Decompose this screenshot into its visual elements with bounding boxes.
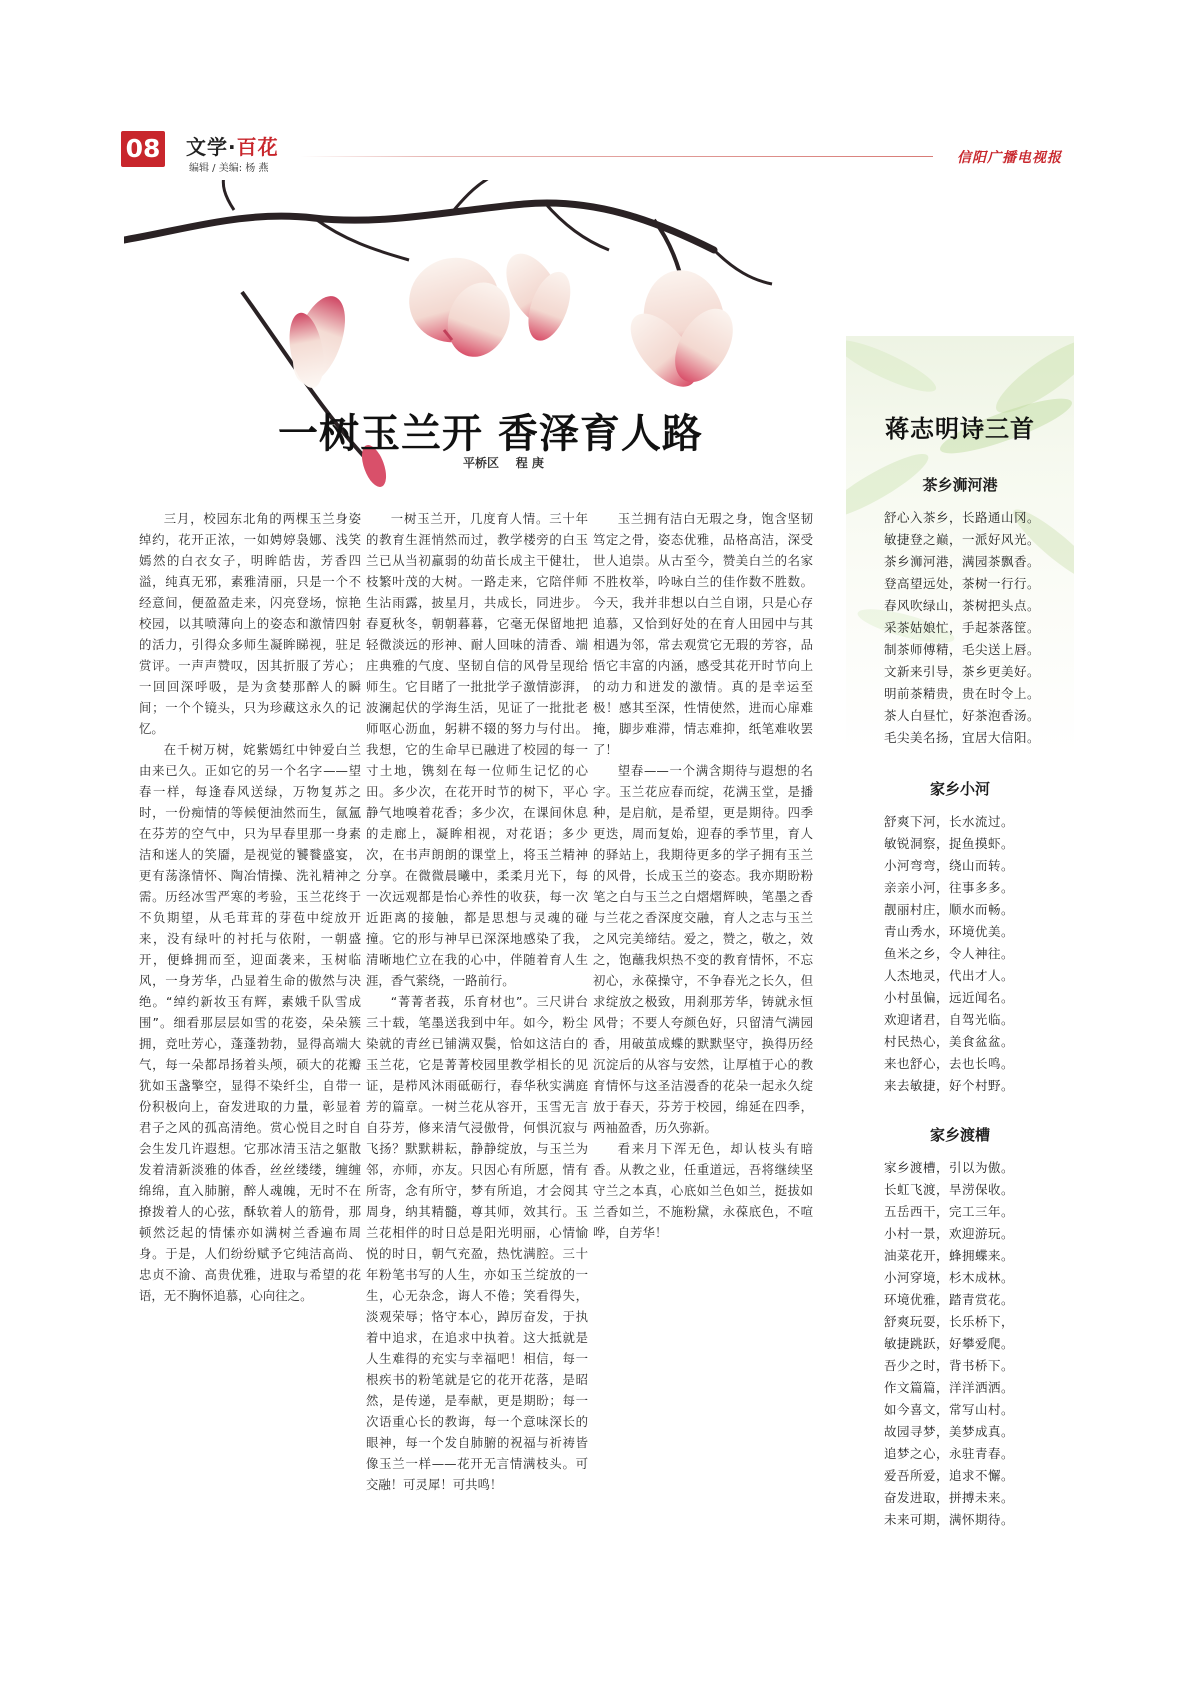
poem-line: 故园寻梦，美梦成真。 <box>884 1424 1015 1439</box>
article-paragraph: 玉兰拥有洁白无瑕之身，饱含坚韧笃定之骨，姿态优雅，品格高洁，深受世人追崇。从古至今，赞美白兰的名家不胜枚举，吟咏白兰的佳作数不胜数。今天，我并非想以白兰自诩，只是心存追慕，又恰到好处的在育人田园中与其相遇为邻，常去观赏它无瑕的芳容，品悟它丰富的内涵，感受其花开时节向上的动力和迸发的激情。真的是幸运至极！感其至深，性情使然，进而心扉难掩，脚步难滞，情志难抑，纸笔难收罢了！ <box>593 511 813 757</box>
poem-line: 舒心入茶乡，长路通山冈。 <box>884 510 1041 525</box>
newspaper-name: 信阳广播电视报 <box>957 150 1062 166</box>
article-column-3 <box>593 508 813 1568</box>
poem-line: 爱吾所爱，追求不懈。 <box>884 1468 1015 1483</box>
article-byline: 平桥区 程 庚 <box>463 456 544 470</box>
poem-line: 青山秀水，环境优美。 <box>884 924 1015 939</box>
poem-line: 如今喜文，常写山村。 <box>884 1402 1015 1417</box>
poem-line: 文新来引导，茶乡更美好。 <box>884 664 1041 679</box>
poem-line: 人杰地灵，代出才人。 <box>884 968 1015 983</box>
poem-line: 亲亲小河，往事多多。 <box>884 880 1015 895</box>
poem-line: 欢迎诸君，自驾光临。 <box>884 1012 1015 1027</box>
article-paragraph: 三月，校园东北角的两棵玉兰身姿绰约，花开正浓，一如娉婷袅娜、浅笑嫣然的白衣女子，明眸皓齿，芳香四溢，纯真无邪，素雅清丽，只是一个不经意间，便盈盈走来，闪亮登场，惊艳校园，以其喷薄向上的姿态和激情四射的活力，引得众多师生凝眸睇视，驻足赏评。一声声赞叹，因其折服了芳心；一回回深呼吸，是为贪婪那醉人的瞬间；一个个镜头，只为珍藏这永久的记忆。 <box>139 511 361 736</box>
page-number: 08 <box>121 131 165 167</box>
poem-title: 茶乡浉河港 <box>922 476 998 494</box>
poem-line: 制茶师傅精，毛尖送上唇。 <box>884 642 1041 657</box>
poem-line: 来去敏捷，好个村野。 <box>884 1078 1015 1093</box>
poem-hometown-aqueduct <box>846 1124 1074 1531</box>
poem-line: 小河弯弯，绕山而转。 <box>884 858 1015 873</box>
poem-line: 敏捷登之巅，一派好风光。 <box>884 532 1041 547</box>
poem-line: 家乡渡槽，引以为傲。 <box>884 1160 1015 1175</box>
poem-line: 茶乡浉河港，满园茶飘香。 <box>884 554 1041 569</box>
section-dot: · <box>228 135 237 159</box>
header-divider <box>300 156 933 157</box>
poem-line: 敏锐洞察，捉鱼摸虾。 <box>884 836 1015 851</box>
poem-line: 靓丽村庄，顺水而畅。 <box>884 902 1015 917</box>
poem-sidebar <box>846 336 1074 1540</box>
editor-credit: 编辑 / 美编: 杨 燕 <box>189 163 269 174</box>
article-paragraph: “菁菁者莪，乐育材也”。三尺讲台三十载，笔墨送我到中年。如今，粉尘染就的青丝已铺满双鬓，恰如这洁白的玉兰花，它是菁菁校园里教学相长的见证，是栉风沐雨砥砺行，春华秋实满庭芳的篇章。一树兰花从容开，玉雪无言自芬芳，修来清气浸傲骨，何惧沉寂与飞扬？默默耕耘，静静绽放，与玉兰为邻，亦师，亦友。只因心有所愿，情有所寄，念有所守，梦有所追，才会阅其周身，纳其精髓，尊其师，效其行。玉兰花相伴的时日总是阳光明丽，心情愉悦的时日，朝气充盈，热忱满腔。三十年粉笔书写的人生，亦如玉兰绽放的一生，心无杂念，诲人不倦；笑看得失，淡观荣辱；恪守本心，踔厉奋发，于执着中追求，在追求中执着。这大抵就是人生难得的充实与幸福吧！相信，每一根疾书的粉笔就是它的花开花落，是昭然，是传递，是奉献，更是期盼；每一次语重心长的教诲，每一个意味深长的眼神，每一个发自肺腑的祝福与祈祷皆像玉兰一样——花开无言情满枝头。可交融！可灵犀！可共鸣！ <box>366 994 588 1492</box>
poem-line: 采茶姑娘忙，手起茶落筐。 <box>884 620 1041 635</box>
poem-tea-village <box>846 474 1074 749</box>
poems-collection-title: 蒋志明诗三首 <box>885 414 1035 443</box>
poem-line: 油菜花开，蜂拥蝶来。 <box>884 1248 1015 1263</box>
poem-line: 小村虽偏，远近闻名。 <box>884 990 1015 1005</box>
poem-line: 奋发进取，拼搏未来。 <box>884 1490 1015 1505</box>
poem-hometown-river <box>846 778 1074 1097</box>
poem-line: 舒爽玩耍，长乐桥下， <box>884 1314 1015 1329</box>
article-paragraph: 望春——一个满含期待与遐想的名字。玉兰花应春而绽，花满玉堂，是播种，是启航，是希望，更是期待。四季更迭，周而复始，迎春的季节里，育人的驿站上，我期待更多的学子拥有玉兰的风骨，长成玉兰的姿态。我亦期盼粉笔之白与玉兰之白熠熠辉映，笔墨之香与兰花之香深度交融，育人之志与玉兰之风完美缔结。爱之，赞之，敬之，效之，饱蘸我炽热不变的教育情怀，不忘初心，永葆操守，不争春光之长久，但求绽放之极致，用刹那芳华，铸就永恒风骨；不要人夸颜色好，只留清气满园香，用破茧成蝶的默默坚守，换得历经沉淀后的从容与安然，让厚植于心的教育情怀与这圣洁漫香的花朵一起永久绽放于春天，芬芳于校园，绵延在四季，两袖盈香，历久弥新。 <box>593 763 813 1135</box>
poem-line: 登高望远处，茶树一行行。 <box>884 576 1041 591</box>
article-paragraph: 在千树万树，姹紫嫣红中钟爱白兰由来已久。正如它的另一个名字——望春一样，每逢春风送绿，万物复苏之时，一份痴情的等候便油然而生，氤氲在芬芳的空气中，只为早春里那一身素洁和迷人的笑靥，是视觉的饕餮盛宴，更有荡涤情怀、陶冶情操、洗礼精神之需。历经冰雪严寒的考验，玉兰花终于不负期望，从毛茸茸的芽苞中绽放开来，没有绿叶的衬托与依附，一朝盛开，便蜂拥而至，迎面袭来，玉树临风，一身芳华，凸显着生命的傲然与决绝。“绰约新妆玉有辉，素娥千队雪成围”。细看那层层如雪的花姿，朵朵簇拥，竞吐芳心，蓬蓬勃勃，显得高端大气，每一朵都昂扬着头颅，硕大的花瓣犹如玉盏擎空，显得不染纤尘，自带一份积极向上，奋发进取的力量，彰显着君子之风的孤高清绝。赏心悦目之时自会生发几许遐想。它那冰清玉洁之躯散发着清新淡雅的体香，丝丝缕缕，缠缠绵绵，直入肺腑，醉人魂魄，无时不在撩拨着人的心弦，酥软着人的筋骨，那顿然泛起的情愫亦如满树兰香遍布周身。于是，人们纷纷赋予它纯洁高尚、忠贞不渝、高贵优雅，进取与希望的花语，无不胸怀追慕，心向往之。 <box>139 742 361 1303</box>
poem-line: 小河穿境，杉木成林。 <box>884 1270 1015 1285</box>
article-column-2 <box>366 508 588 1568</box>
poem-line: 小村一景，欢迎游玩。 <box>884 1226 1015 1241</box>
article-paragraph: 看来月下浑无色，却认枝头有暗香。从教之业，任重道远，吾将继续坚守兰之本真，心底如兰色如兰，挺拔如兰香如兰，不施粉黛，永葆底色，不喧哗，自芳华！ <box>593 1141 813 1240</box>
article-column-1 <box>139 508 361 1568</box>
poem-line: 村民热心，美食盆盆。 <box>884 1034 1015 1049</box>
poem-line: 长虹飞渡，旱涝保收。 <box>884 1182 1015 1197</box>
poem-line: 吾少之时，背书桥下。 <box>884 1358 1015 1373</box>
section-prefix: 文学 <box>186 135 228 159</box>
poem-line: 敏捷跳跃，好攀爱爬。 <box>884 1336 1015 1351</box>
article-headline: 一树玉兰开 香泽育人路 <box>278 410 703 457</box>
section-accent: 百花 <box>236 135 279 159</box>
poem-title: 家乡小河 <box>929 780 990 798</box>
poem-line: 未来可期，满怀期待。 <box>884 1512 1015 1527</box>
article-paragraph: 一树玉兰开，几度育人情。三十年的教育生涯悄然而过，教学楼旁的白玉兰已从当初羸弱的幼苗长成主干健壮，枝繁叶茂的大树。一路走来，它陪伴师生沾雨露，披星月，共成长，同进步。春夏秋冬，朝朝暮暮，它毫无保留地把轻微淡远的形神、耐人回味的清香、端庄典雅的气度、坚韧自信的风骨呈现给师生。它目睹了一批批学子激情澎湃，波澜起伏的学海生活，见证了一批批老师呕心沥血，躬耕不辍的努力与付出。我想，它的生命早已融进了校园的每一寸土地，镌刻在每一位师生记忆的心田。多少次，在花开时节的树下，平心静气地嗅着花香；多少次，在课间休息的走廊上，凝眸相视，对花语；多少次，在书声朗朗的课堂上，将玉兰精神分享。在微微晨曦中，柔柔月光下，每一次远观都是怡心养性的收获，每一次近距离的接触，都是思想与灵魂的碰撞。它的形与神早已深深地感染了我，清晰地伫立在我的心中，伴随着育人生涯，香气萦绕，一路前行。 <box>366 511 588 988</box>
poem-line: 舒爽下河，长水流过。 <box>884 814 1015 829</box>
poem-line: 追梦之心，永驻青春。 <box>884 1446 1015 1461</box>
poem-line: 作文篇篇，洋洋洒洒。 <box>884 1380 1015 1395</box>
poem-line: 五岳西干，完工三年。 <box>884 1204 1015 1219</box>
poem-line: 春风吹绿山，茶树把头点。 <box>884 598 1041 613</box>
section-title <box>186 131 279 160</box>
poem-line: 茶人白昼忙，好茶泡香汤。 <box>884 708 1041 723</box>
poem-line: 来也舒心，去也长鸣。 <box>884 1056 1015 1071</box>
poem-line: 明前茶精贵，贵在时令上。 <box>884 686 1041 701</box>
poem-line: 环境优雅，踏青赏花。 <box>884 1292 1015 1307</box>
poem-title: 家乡渡槽 <box>929 1126 990 1144</box>
poem-line: 鱼米之乡，令人神往。 <box>884 946 1015 961</box>
poem-line: 毛尖美名扬，宜居大信阳。 <box>884 730 1041 745</box>
